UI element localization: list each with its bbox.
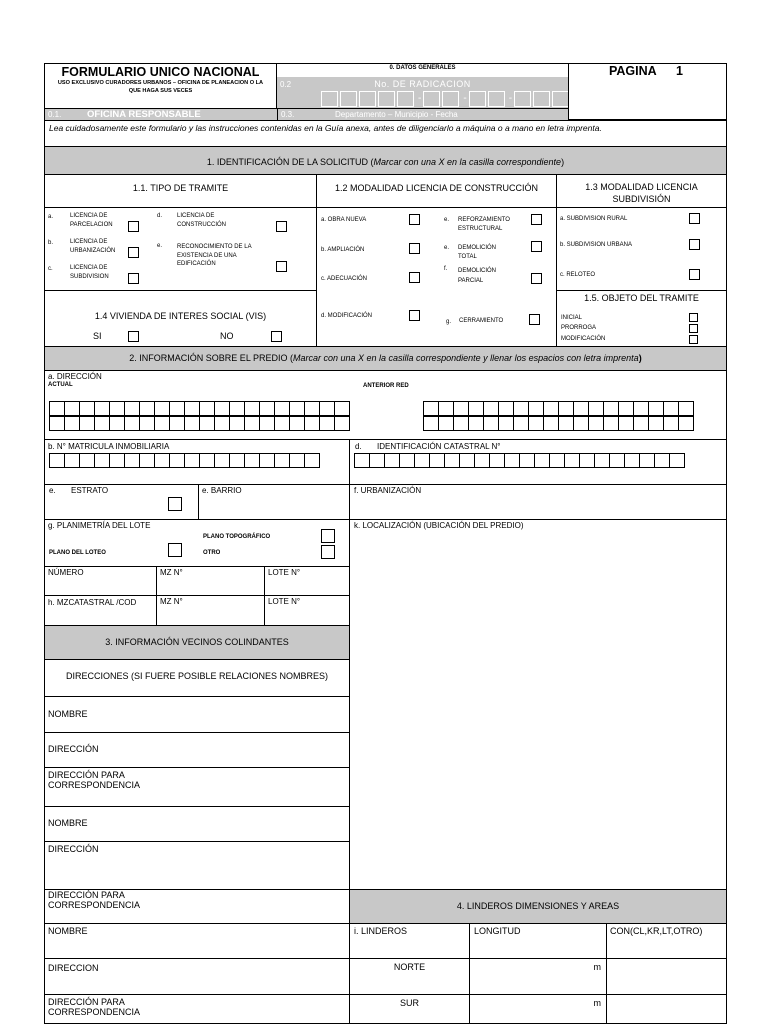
reforzamiento-label: REFORZAMIENTO ESTRUCTURAL bbox=[458, 217, 510, 232]
item-letter: b. bbox=[48, 240, 54, 246]
form-subtitle: USO EXCLUSIVO CURADORES URBANOS – OFICINA DE PLANEACION O LA QUE HAGA SUS VECES bbox=[57, 80, 264, 94]
urbanizacion-cell bbox=[349, 484, 727, 520]
radicacion-boxes: - - - bbox=[321, 90, 590, 108]
objeto-tramite-title: 1.5. OBJETO DEL TRAMITE bbox=[584, 293, 699, 303]
norte-unit: m bbox=[593, 962, 601, 972]
item-letter: e. bbox=[444, 217, 450, 223]
plano-topografico-label: PLANO TOPOGRÁFICO bbox=[203, 534, 271, 540]
section1-header bbox=[44, 146, 727, 175]
localizacion-cell bbox=[349, 519, 727, 890]
licencia-urbanizacion-label: LICENCIA DE URBANIZACIÓN bbox=[70, 239, 116, 254]
longitud-cell bbox=[469, 923, 607, 959]
matricula-boxes[interactable] bbox=[49, 453, 319, 468]
actual-label: ACTUAL bbox=[48, 382, 73, 388]
lote-label: LOTE N° bbox=[268, 568, 301, 577]
demolicion-total-checkbox[interactable] bbox=[531, 241, 542, 252]
reconocimiento-label: RECONOCIMIENTO DE LA EXISTENCIA DE UNA EDIFICACIÓN bbox=[177, 244, 252, 267]
anterior-label: ANTERIOR RED bbox=[363, 383, 409, 389]
objeto-modificacion-label: MODIFICACIÓN bbox=[561, 336, 606, 342]
num-01: 0.1. bbox=[48, 110, 62, 119]
depto-label: Departamento – Municipio - Fecha bbox=[335, 110, 458, 119]
item-letter: a. bbox=[48, 214, 54, 220]
section2-title-end: ) bbox=[638, 353, 642, 363]
licencia-urbanizacion-checkbox[interactable] bbox=[128, 247, 139, 258]
vis-si-label: SI bbox=[93, 331, 102, 341]
nombre1-label: NOMBRE bbox=[48, 709, 88, 719]
sur-con-cell[interactable] bbox=[606, 994, 727, 1024]
adecuacion-label: c. ADECUACIÓN bbox=[321, 276, 368, 282]
direccion-actual-boxes-row1[interactable] bbox=[49, 401, 349, 416]
modalidad-subdivision-title: 1.3 MODALIDAD LICENCIA SUBDIVISIÓN bbox=[585, 182, 698, 204]
instructions-text: Lea cuidadosamente este formulario y las instrucciones contenidas en la Guía anexa, antes de diligenciarlo a máquina o a mano en letra imprenta. bbox=[49, 123, 602, 133]
corresp2-cell bbox=[44, 889, 350, 924]
direccion2-label: DIRECCIÓN bbox=[48, 844, 99, 854]
direccion-label: a. DIRECCIÓN bbox=[48, 372, 102, 381]
nombre3-cell bbox=[44, 923, 350, 959]
section2-header bbox=[44, 346, 727, 371]
licencia-subdivision-label: LICENCIA DE SUBDIVISION bbox=[70, 265, 109, 280]
datos-generales-title: 0. DATOS GENERALES bbox=[389, 65, 456, 71]
direccion-anterior-boxes-row1[interactable] bbox=[423, 401, 693, 416]
direccion-actual-boxes-row2[interactable] bbox=[49, 416, 349, 431]
norte-longitud-cell[interactable] bbox=[469, 958, 607, 995]
longitud-label: LONGITUD bbox=[474, 926, 521, 936]
direccion1-label: DIRECCIÓN bbox=[48, 744, 99, 754]
norte-label: NORTE bbox=[393, 962, 426, 972]
linderos-cell bbox=[349, 923, 470, 959]
corresp1-cell bbox=[44, 767, 350, 807]
section3-title: 3. INFORMACIÓN VECINOS COLINDANTES bbox=[105, 637, 289, 647]
lote2-cell bbox=[264, 595, 350, 626]
section2-title-hint: Marcar con una X en la casilla correspondiente y llenar los espacios con letra imprenta bbox=[293, 353, 639, 363]
item-letter: g. bbox=[446, 319, 452, 325]
localizacion-label: k. LOCALIZACIÓN (UBICACIÓN DEL PREDIO) bbox=[354, 521, 524, 530]
mzcatastral-label: h. MZCATASTRAL /COD bbox=[48, 598, 137, 607]
direccion3-cell bbox=[44, 958, 350, 995]
direccion1-cell bbox=[44, 732, 350, 768]
section1-title: 1. IDENTIFICACIÓN DE LA SOLICITUD ( bbox=[206, 157, 374, 167]
otro-label: OTRO bbox=[203, 550, 221, 556]
catastral-d: d. bbox=[355, 442, 362, 451]
plano-loteo-label: PLANO DEL LOTEO bbox=[49, 550, 106, 556]
demolicion-total-label: DEMOLICIÓN TOTAL bbox=[458, 245, 497, 260]
section1-title-end: ) bbox=[561, 157, 565, 167]
norte-cell bbox=[349, 958, 470, 995]
catastral-boxes[interactable] bbox=[354, 453, 684, 468]
section4-title: 4. LINDEROS DIMENSIONES Y AREAS bbox=[456, 901, 620, 911]
radicacion-area bbox=[277, 77, 568, 109]
num-02: 0.2 bbox=[280, 80, 292, 89]
direcciones-label: DIRECCIONES (SI FUERE POSIBLE RELACIONES NOMBRES) bbox=[65, 671, 329, 681]
reforzamiento-checkbox[interactable] bbox=[531, 214, 542, 225]
section1-title-hint: Marcar con una X en la casilla correspondiente bbox=[373, 157, 562, 167]
direcciones-cell bbox=[44, 659, 350, 697]
direccion-anterior-boxes-row2[interactable] bbox=[423, 416, 693, 431]
item-letter: d. bbox=[157, 213, 163, 219]
linderos-label: i. LINDEROS bbox=[354, 926, 408, 936]
objeto-modificacion-checkbox[interactable] bbox=[689, 335, 698, 344]
corresp3-cell bbox=[44, 994, 350, 1024]
objeto-inicial-checkbox[interactable] bbox=[689, 313, 698, 322]
con-label: CON(CL,KR,LT,OTRO) bbox=[610, 926, 703, 936]
nombre1-cell bbox=[44, 696, 350, 733]
vis-no-checkbox[interactable] bbox=[271, 331, 282, 342]
section3-header bbox=[44, 625, 350, 660]
instructions-row bbox=[44, 120, 727, 147]
mz-cell bbox=[156, 566, 265, 596]
direccion3-label: DIRECCION bbox=[48, 963, 99, 973]
obra-nueva-checkbox[interactable] bbox=[409, 214, 420, 225]
subdivision-rural-label: a. SUBDIVISION RURAL bbox=[560, 216, 628, 222]
pagina-cell bbox=[568, 63, 727, 120]
vis-title: 1.4 VIVIENDA DE INTERES SOCIAL (VIS) bbox=[94, 311, 267, 321]
urbanizacion-label: f. URBANIZACIÓN bbox=[354, 486, 422, 495]
objeto-inicial-label: INICIAL bbox=[561, 315, 583, 321]
form-title: FORMULARIO UNICO NACIONAL bbox=[61, 65, 260, 79]
barrio-cell bbox=[198, 484, 350, 520]
licencia-construccion-label: LICENCIA DE CONSTRUCCIÓN bbox=[177, 213, 226, 228]
nombre3-label: NOMBRE bbox=[48, 926, 88, 936]
num-03: 0.3. bbox=[281, 110, 295, 119]
licencia-subdivision-checkbox[interactable] bbox=[128, 273, 139, 284]
sur-unit: m bbox=[593, 998, 601, 1008]
numero-cell bbox=[44, 566, 157, 596]
estrato-checkbox[interactable] bbox=[168, 497, 182, 511]
nombre2-cell bbox=[44, 806, 350, 842]
cerramiento-checkbox[interactable] bbox=[529, 314, 540, 325]
page-label: PAGINA bbox=[609, 64, 657, 78]
matricula-label: b. N° MATRICULA INMOBILIARIA bbox=[48, 442, 170, 451]
adecuacion-checkbox[interactable] bbox=[409, 272, 420, 283]
ampliacion-checkbox[interactable] bbox=[409, 243, 420, 254]
modalidad-construccion-title: 1.2 MODALIDAD LICENCIA DE CONSTRUCCIÓN bbox=[334, 183, 539, 193]
mzcatastral-cell bbox=[44, 595, 157, 626]
reloteo-checkbox[interactable] bbox=[689, 269, 700, 280]
numero-label: NÚMERO bbox=[48, 568, 84, 577]
demolicion-parcial-label: DEMOLICIÓN PARCIAL bbox=[458, 268, 497, 284]
modificacion-label: d. MODIFICACIÓN bbox=[321, 313, 373, 319]
demolicion-parcial-checkbox[interactable] bbox=[531, 273, 542, 284]
section4-header bbox=[349, 889, 727, 924]
reloteo-label: c. RELOTEO bbox=[560, 272, 596, 278]
item-letter: f. bbox=[444, 266, 448, 272]
ampliacion-label: b. AMPLIACIÓN bbox=[321, 247, 365, 253]
sur-label: SUR bbox=[399, 998, 419, 1008]
page-number: 1 bbox=[676, 64, 683, 78]
planimetria-cell bbox=[44, 519, 350, 567]
vis-si-checkbox[interactable] bbox=[128, 331, 139, 342]
item-letter: e. bbox=[157, 243, 163, 249]
section2-title: 2. INFORMACIÓN SOBRE EL PREDIO ( bbox=[129, 353, 293, 363]
nombre2-label: NOMBRE bbox=[48, 818, 88, 828]
direccion2-cell bbox=[44, 841, 350, 890]
obra-nueva-label: a. OBRA NUEVA bbox=[321, 217, 367, 223]
barrio-label: e. BARRIO bbox=[202, 486, 242, 495]
estrato-label: ESTRATO bbox=[71, 486, 109, 495]
corresp1-label: DIRECCIÓN PARA CORRESPONDENCIA bbox=[48, 770, 141, 790]
modificacion-checkbox[interactable] bbox=[409, 310, 420, 321]
mz2-label: MZ N° bbox=[160, 597, 183, 606]
cerramiento-label: CERRAMIENTO bbox=[459, 318, 504, 324]
form-title-cell bbox=[44, 63, 277, 109]
corresp3-label: DIRECCIÓN PARA CORRESPONDENCIA bbox=[48, 997, 141, 1017]
objeto-prorroga-label: PRORROGA bbox=[561, 325, 597, 331]
subdivision-rural-checkbox[interactable] bbox=[689, 213, 700, 224]
tipo-tramite-header bbox=[44, 174, 317, 208]
licencia-construccion-checkbox[interactable] bbox=[276, 221, 287, 232]
oficina-label: OFICINA RESPONSABLE bbox=[87, 109, 201, 120]
item-letter: e. bbox=[444, 245, 450, 251]
subdivision-urbana-label: b. SUBDIVISION URBANA bbox=[560, 242, 633, 248]
plano-loteo-checkbox[interactable] bbox=[168, 543, 182, 557]
mz-label: MZ N° bbox=[160, 568, 183, 577]
reconocimiento-checkbox[interactable] bbox=[276, 261, 287, 272]
estrato-e: e. bbox=[49, 486, 56, 495]
objeto-prorroga-checkbox[interactable] bbox=[689, 324, 698, 333]
radicacion-label: No. DE RADICACION bbox=[374, 79, 471, 89]
modalidad-subdivision-header bbox=[556, 174, 727, 208]
sur-longitud-cell[interactable] bbox=[469, 994, 607, 1024]
plano-topografico-checkbox[interactable] bbox=[321, 529, 335, 543]
subdivision-urbana-checkbox[interactable] bbox=[689, 239, 700, 250]
catastral-label: IDENTIFICACIÓN CATASTRAL N° bbox=[377, 442, 501, 451]
con-cell bbox=[606, 923, 727, 959]
corresp2-label: DIRECCIÓN PARA CORRESPONDENCIA bbox=[48, 890, 141, 910]
lote2-label: LOTE N° bbox=[268, 597, 301, 606]
mz2-cell bbox=[156, 595, 265, 626]
sur-cell bbox=[349, 994, 470, 1024]
item-letter: c. bbox=[48, 266, 53, 272]
planimetria-label: g. PLANIMETRÍA DEL LOTE bbox=[48, 521, 151, 530]
norte-con-cell[interactable] bbox=[606, 958, 727, 995]
vis-no-label: NO bbox=[220, 331, 234, 341]
licencia-parcelacion-label: LICENCIA DE PARCELACION bbox=[70, 213, 113, 228]
modalidad-construccion-header bbox=[316, 174, 557, 208]
licencia-parcelacion-checkbox[interactable] bbox=[128, 221, 139, 232]
lote-cell bbox=[264, 566, 350, 596]
otro-checkbox[interactable] bbox=[321, 545, 335, 559]
tipo-tramite-title: 1.1. TIPO DE TRAMITE bbox=[132, 183, 229, 193]
